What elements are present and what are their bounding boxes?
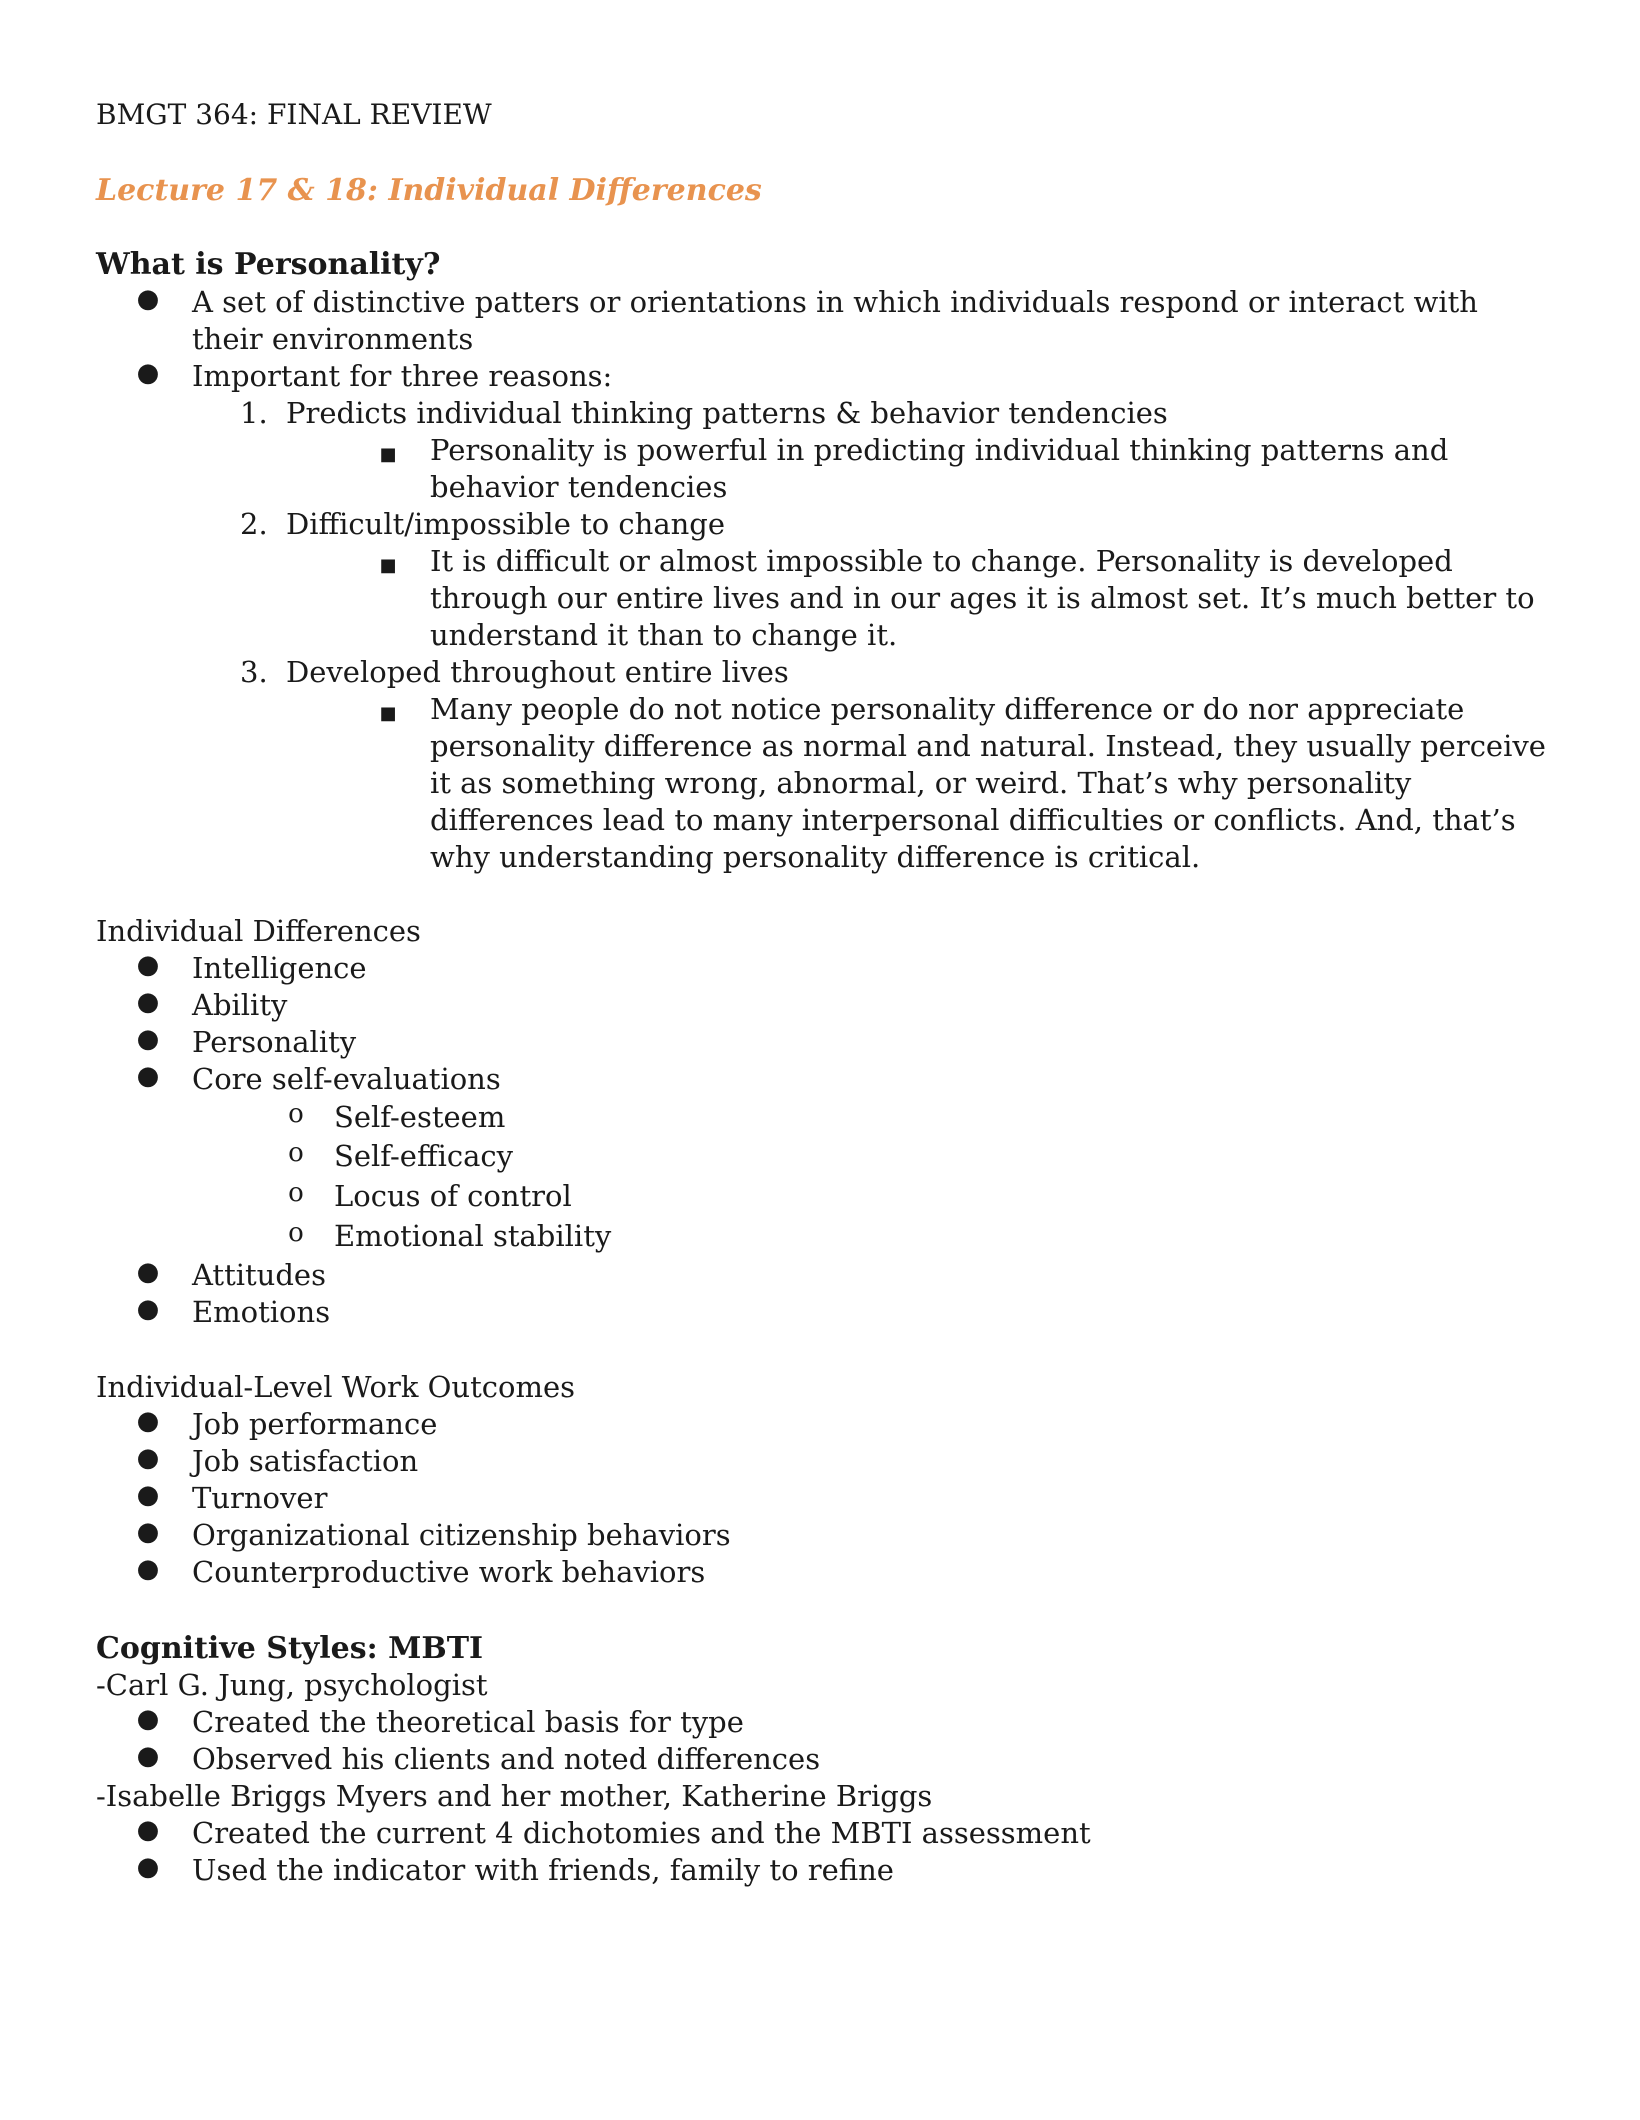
bullet-icon: ● — [136, 987, 160, 1017]
reason-number: 2. — [240, 507, 268, 541]
list-item: Ability — [192, 988, 288, 1022]
bullet-icon: ● — [136, 1480, 160, 1510]
bullet-icon: ● — [136, 1294, 160, 1324]
reason-detail: Many people do not notice personality difference or do nor appreciate personality difference as normal and natural. Instead, they usually perceive it as something wrong, abnormal, or weird. That’s why personality differences lead to many interpersonal difficulties or conflicts. And, that’s why understanding personality difference is critical. — [430, 692, 1546, 874]
bullet-icon: ● — [136, 1554, 160, 1584]
square-bullet-icon: ■ — [379, 444, 397, 465]
square-bullet-icon: ■ — [379, 555, 397, 576]
bullet-icon: ● — [136, 950, 160, 980]
lecture-title: Lecture 17 & 18: Individual Differences — [96, 173, 762, 208]
mbti-heading: Cognitive Styles: MBTI — [96, 1631, 484, 1666]
list-item: Created the current 4 dichotomies and the MBTI assessment — [192, 1816, 1091, 1850]
list-item: Core self-evaluations — [192, 1062, 501, 1096]
circle-bullet-icon: o — [288, 1178, 304, 1208]
reason-title: Developed throughout entire lives — [286, 655, 789, 689]
list-item: Personality — [192, 1025, 357, 1059]
list-item: Intelligence — [192, 951, 367, 985]
bullet-icon: ● — [136, 1024, 160, 1054]
bullet-icon: ● — [136, 1704, 160, 1734]
circle-bullet-icon: o — [288, 1099, 304, 1129]
bullet-icon: ● — [136, 284, 160, 314]
work-outcomes-heading: Individual-Level Work Outcomes — [96, 1370, 575, 1404]
myers-line: -Isabelle Briggs Myers and her mother, Katherine Briggs — [96, 1779, 933, 1813]
list-item: Counterproductive work behaviors — [192, 1555, 706, 1589]
bullet-icon: ● — [136, 1443, 160, 1473]
circle-bullet-icon: o — [288, 1138, 304, 1168]
personality-heading: What is Personality? — [96, 247, 441, 282]
sub-list-item: Self-efficacy — [334, 1139, 513, 1173]
list-item: Organizational citizenship behaviors — [192, 1518, 731, 1552]
bullet-icon: ● — [136, 358, 160, 388]
bullet-icon: ● — [136, 1257, 160, 1287]
list-item: Created the theoretical basis for type — [192, 1705, 744, 1739]
list-item: Observed his clients and noted differences — [192, 1742, 821, 1776]
individual-differences-heading: Individual Differences — [96, 914, 421, 948]
reason-number: 3. — [240, 655, 268, 689]
reason-detail: It is difficult or almost impossible to change. Personality is developed through our entire lives and in our ages it is almost set. It’s much better to understand it than to change it. — [430, 544, 1535, 652]
list-item: Used the indicator with friends, family to refine — [192, 1853, 894, 1887]
personality-definition: A set of distinctive patters or orientations in which individuals respond or interact with their environments — [192, 285, 1478, 356]
sub-list-item: Self-esteem — [334, 1100, 506, 1134]
sub-list-item: Locus of control — [334, 1179, 572, 1213]
document-title: BMGT 364: FINAL REVIEW — [96, 98, 492, 131]
reason-detail: Personality is powerful in predicting individual thinking patterns and behavior tendencies — [430, 433, 1449, 504]
bullet-icon: ● — [136, 1852, 160, 1882]
bullet-icon: ● — [136, 1061, 160, 1091]
list-item: Turnover — [192, 1481, 328, 1515]
list-item: Attitudes — [192, 1258, 326, 1292]
bullet-icon: ● — [136, 1741, 160, 1771]
square-bullet-icon: ■ — [379, 703, 397, 724]
jung-line: -Carl G. Jung, psychologist — [96, 1668, 488, 1702]
bullet-icon: ● — [136, 1517, 160, 1547]
list-item: Emotions — [192, 1295, 331, 1329]
bullet-icon: ● — [136, 1815, 160, 1845]
reasons-intro: Important for three reasons: — [192, 359, 613, 393]
bullet-icon: ● — [136, 1406, 160, 1436]
list-item: Job satisfaction — [192, 1444, 419, 1478]
reason-title: Difficult/impossible to change — [286, 507, 726, 541]
reason-number: 1. — [240, 396, 268, 430]
list-item: Job performance — [192, 1407, 438, 1441]
circle-bullet-icon: o — [288, 1218, 304, 1248]
reason-title: Predicts individual thinking patterns & behavior tendencies — [286, 396, 1168, 430]
sub-list-item: Emotional stability — [334, 1219, 612, 1253]
